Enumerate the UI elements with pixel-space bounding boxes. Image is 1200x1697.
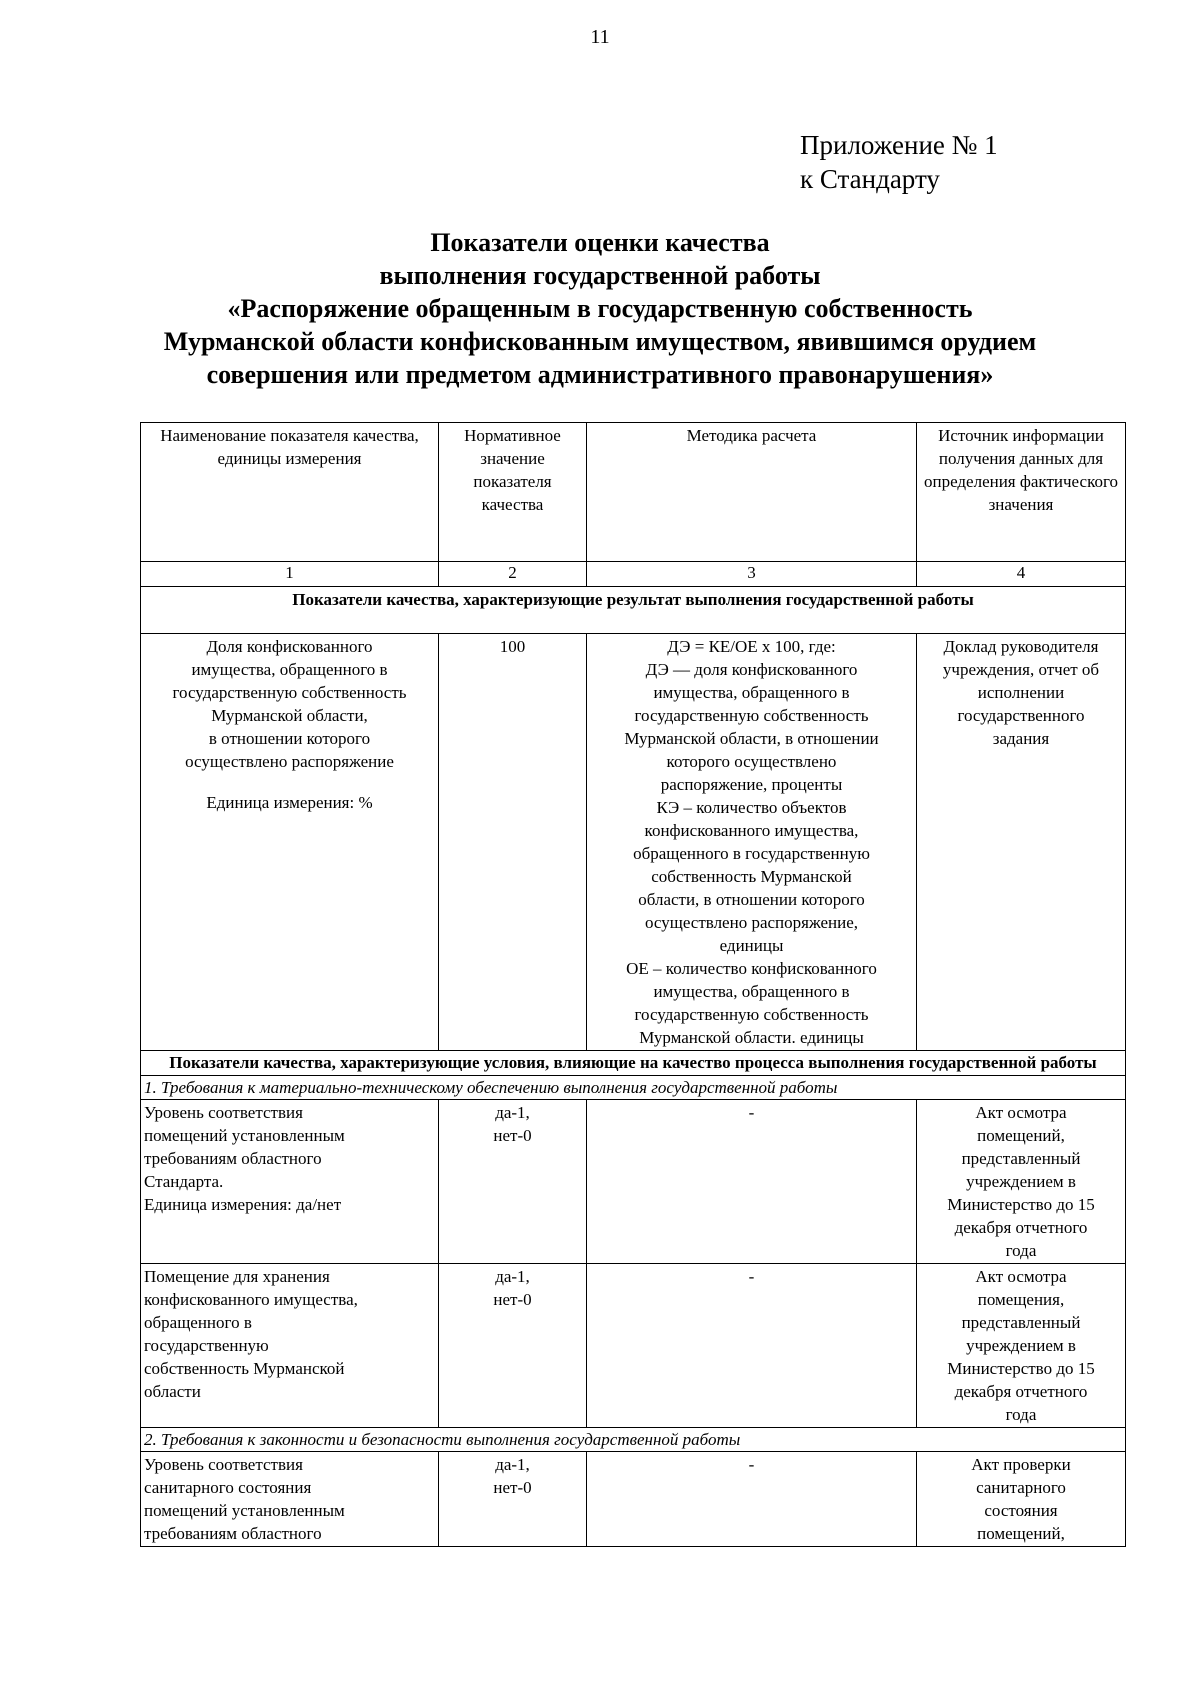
indicator-name-cell (141, 634, 439, 1051)
indicator-name: Доля конфискованного имущества, обращенного в государственную собственность Мурманской области, в отношении которого осуществлено распоряжение (172, 637, 407, 771)
title-line-3: «Распоряжение обращенным в государственную собственность (227, 294, 973, 323)
quality-indicators-table (140, 422, 1126, 1547)
norm-value-cell: да-1, нет-0 (439, 1264, 587, 1428)
page-number: 11 (590, 26, 610, 48)
header-norm-value: Нормативное значение показателя качества (439, 423, 587, 562)
subsection-row (141, 1076, 1126, 1100)
title-line-1: Показатели оценки качества (430, 228, 770, 257)
appendix-line-2: к Стандарту (800, 164, 940, 194)
column-number-row (141, 562, 1126, 587)
title-line-4: Мурманской области конфискованным имуществом, явившимся орудием (163, 327, 1037, 356)
subsection-material-title: 1. Требования к материально-техническому обеспечению выполнения государственной работы (141, 1076, 1126, 1100)
title-line-5: совершения или предметом административного правонарушения» (206, 360, 994, 389)
source-cell: Акт осмотра помещения, представленный учреждением в Министерство до 15 декабря отчетного года (917, 1264, 1126, 1428)
table-row (141, 634, 1126, 1051)
section-result-title: Показатели качества, характеризующие результат выполнения государственной работы (141, 587, 1126, 634)
table-row (141, 1100, 1126, 1264)
document-title (120, 226, 1080, 391)
section-header-row (141, 1051, 1126, 1076)
table-row (141, 1452, 1126, 1547)
subsection-legality-title: 2. Требования к законности и безопасности выполнения государственной работы (141, 1428, 1126, 1452)
indicator-unit: Единица измерения: % (206, 793, 373, 812)
table-row (141, 1264, 1126, 1428)
indicator-name-cell: Уровень соответствия санитарного состояния помещений установленным требованиям областного (141, 1452, 439, 1547)
norm-value-cell: да-1, нет-0 (439, 1452, 587, 1547)
appendix-line-1: Приложение № 1 (800, 130, 998, 160)
source-cell: Доклад руководителя учреждения, отчет об исполнении государственного задания (917, 634, 1126, 1051)
appendix-reference (800, 128, 998, 196)
method-cell: - (587, 1452, 917, 1547)
norm-value-cell: да-1, нет-0 (439, 1100, 587, 1264)
method-cell: - (587, 1100, 917, 1264)
column-number-1: 1 (141, 562, 439, 587)
method-cell: ДЭ = КЕ/ОЕ х 100, где: ДЭ — доля конфискованного имущества, обращенного в государственную собственность Мурманской области, в отношении которого осуществлено распоряжение, проценты КЭ – количество объектов конфискованного имущества, обращенного в государственную собственность Мурманской области, в отношении которого осуществлено распоряжение, единицы ОЕ – количество конфискованного имущества, обращенного в государственную собственность Мурманской области. единицы (587, 634, 917, 1051)
method-cell: - (587, 1264, 917, 1428)
source-cell: Акт проверки санитарного состояния помещений, (917, 1452, 1126, 1547)
column-number-3: 3 (587, 562, 917, 587)
section-conditions-title: Показатели качества, характеризующие условия, влияющие на качество процесса выполнения государственной работы (141, 1051, 1126, 1076)
title-line-2: выполнения государственной работы (379, 261, 821, 290)
indicator-name-cell: Уровень соответствия помещений установленным требованиям областного Стандарта. Единица измерения: да/нет (141, 1100, 439, 1264)
table-header-row (141, 423, 1126, 562)
source-cell: Акт осмотра помещений, представленный учреждением в Министерство до 15 декабря отчетного года (917, 1100, 1126, 1264)
section-header-row (141, 587, 1126, 634)
column-number-2: 2 (439, 562, 587, 587)
header-source: Источник информации получения данных для определения фактического значения (917, 423, 1126, 562)
header-indicator-name: Наименование показателя качества, единицы измерения (141, 423, 439, 562)
norm-value-cell: 100 (439, 634, 587, 1051)
indicator-name-cell: Помещение для хранения конфискованного имущества, обращенного в государственную собственность Мурманской области (141, 1264, 439, 1428)
subsection-row (141, 1428, 1126, 1452)
column-number-4: 4 (917, 562, 1126, 587)
header-method: Методика расчета (587, 423, 917, 562)
